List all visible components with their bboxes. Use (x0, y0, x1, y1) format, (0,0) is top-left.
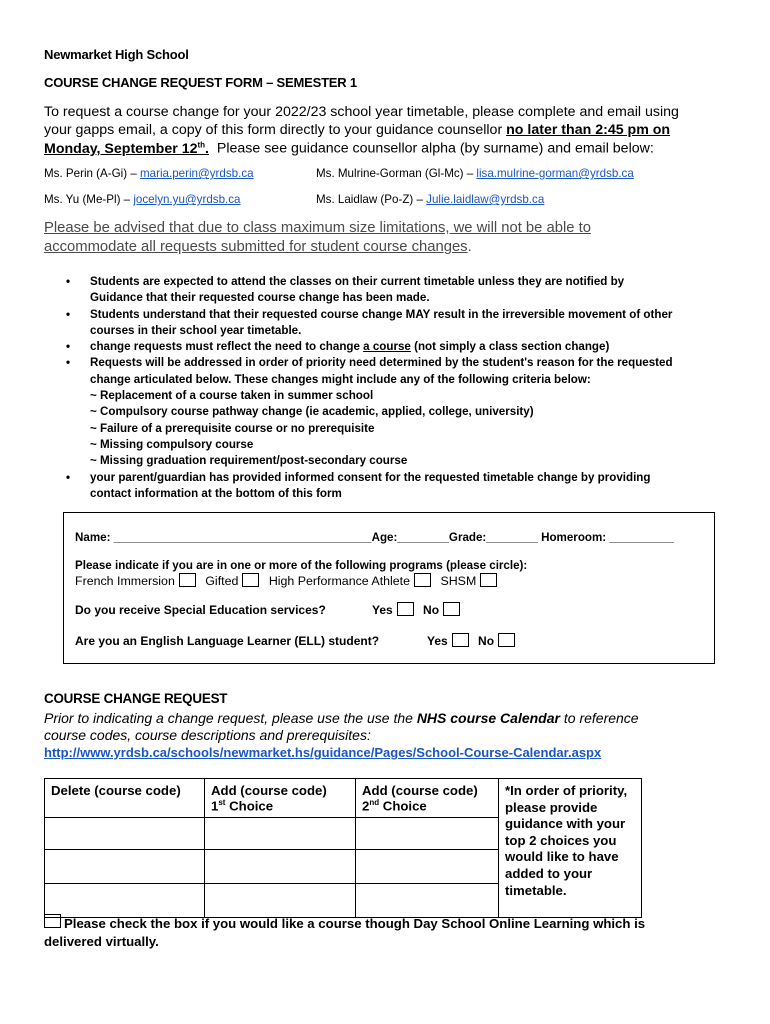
email-link-perin[interactable]: maria.perin@yrdsb.ca (139, 167, 254, 180)
list-item: • Requests will be addressed in order of priority need determined by the student's reason for the requested change articulated below. These changes might include any of the following criteria below: ~ Replacement of a course taken in summer school ~ Compulsory course pathway change (ie academic, applied, college, university) ~ Failure of a prerequisite course or no prerequisite ~ Missing compulsory course ~ Missing graduation requirement/post-secondary course (66, 356, 673, 468)
special-ed-question: Do you receive Special Education services? (75, 603, 326, 617)
course-change-heading: COURSE CHANGE REQUEST (44, 691, 228, 706)
list-item: • change requests must reflect the need to change a course (not simply a class section change) (66, 340, 610, 354)
cell-add-first-1[interactable] (205, 818, 356, 850)
advisory-line-1: Please be advised that due to class maximum size limitations, we will not be able to (44, 220, 591, 236)
list-item: • Students understand that their requested course change MAY result in the irreversible movement of other courses in their school year timetable. (66, 307, 673, 337)
cell-delete-2[interactable] (45, 850, 205, 884)
checkbox-shsm[interactable] (480, 573, 497, 587)
counsellor-mulrine-gorman: Ms. Mulrine-Gorman (Gl-Mc) – lisa.mulrine-gorman@yrdsb.ca (316, 167, 634, 180)
email-link-laidlaw[interactable]: Julie.laidlaw@yrdsb.ca (426, 193, 545, 206)
counsellor-laidlaw: Ms. Laidlaw (Po-Z) – Julie.laidlaw@yrdsb.ca (316, 193, 545, 206)
checkbox-sped-no[interactable] (443, 602, 460, 616)
email-link-mulrine-gorman[interactable]: lisa.mulrine-gorman@yrdsb.ca (476, 167, 634, 180)
checkbox-sped-yes[interactable] (397, 602, 414, 616)
course-calendar-link[interactable]: http://www.yrdsb.ca/schools/newmarket.hs/guidance/Pages/School-Course-Calendar.aspx (44, 745, 602, 760)
counsellor-perin: Ms. Perin (A-Gi) – maria.perin@yrdsb.ca (44, 167, 254, 180)
deadline-date: Monday, September 12th. (44, 140, 209, 157)
online-learning-line-1: Please check the box if you would like a course though Day School Online Learning which is (64, 916, 646, 931)
name-age-grade-line[interactable]: Name: ________________________________________Age:________Grade:________ Homeroom: __________ (75, 531, 674, 544)
intro-line-3: Monday, September 12th. Please see guidance counsellor alpha (by surname) and email below: (44, 140, 654, 157)
cell-add-second-1[interactable] (356, 818, 499, 850)
student-info-box (63, 512, 715, 664)
calendar-note-line-2: course codes, course descriptions and prerequisites: (44, 727, 371, 743)
ell-options: Yes No (427, 633, 521, 648)
ell-question: Are you an English Language Learner (ELL) student? (75, 634, 380, 648)
programs-row: French Immersion Gifted High Performance Athlete SHSM (75, 573, 503, 588)
list-item: • Students are expected to attend the classes on their current timetable unless they are notified by Guidance that their requested course change has been made. (66, 275, 625, 305)
priority-note-cell: *In order of priority, please provide guidance with your top 2 choices you would like to have added to your timetable. (499, 779, 642, 918)
cell-add-second-3[interactable] (356, 884, 499, 918)
course-change-table (44, 778, 642, 918)
email-link-yu[interactable]: jocelyn.yu@yrdsb.ca (133, 193, 241, 206)
cell-add-second-2[interactable] (356, 850, 499, 884)
policy-list (63, 274, 728, 502)
checkbox-ell-no[interactable] (498, 633, 515, 647)
header-add-second: Add (course code) 2nd Choice (356, 779, 499, 818)
programs-prompt: Please indicate if you are in one or more of the following programs (please circle): (75, 559, 528, 572)
online-learning-line-2: delivered virtually. (44, 934, 159, 949)
header-delete: Delete (course code) (45, 779, 205, 818)
form-title: COURSE CHANGE REQUEST FORM – SEMESTER 1 (44, 75, 357, 90)
header-add-first: Add (course code) 1st Choice (205, 779, 356, 818)
intro-line-2: your gapps email, a copy of this form directly to your guidance counsellor no later than 2:45 pm on (44, 122, 671, 138)
calendar-note-line-1: Prior to indicating a change request, please use the use the NHS course Calendar to reference (44, 710, 639, 726)
checkbox-gifted[interactable] (242, 573, 259, 587)
school-name: Newmarket High School (44, 47, 189, 62)
cell-add-first-2[interactable] (205, 850, 356, 884)
special-ed-options: Yes No (372, 602, 466, 617)
counsellor-yu: Ms. Yu (Me-Pl) – jocelyn.yu@yrdsb.ca (44, 193, 241, 206)
cell-add-first-3[interactable] (205, 884, 356, 918)
list-item: • your parent/guardian has provided informed consent for the requested timetable change by providing contact information at the bottom of this form (66, 470, 651, 500)
deadline-text: no later than 2:45 pm on (506, 122, 671, 138)
intro-line-1: To request a course change for your 2022/23 school year timetable, please complete and email using (44, 104, 679, 120)
advisory-line-2: accommodate all requests submitted for student course changes. (44, 239, 472, 255)
checkbox-high-performance-athlete[interactable] (414, 573, 431, 587)
cell-delete-3[interactable] (45, 884, 205, 918)
cell-delete-1[interactable] (45, 818, 205, 850)
checkbox-french-immersion[interactable] (179, 573, 196, 587)
checkbox-online-learning[interactable] (44, 914, 61, 928)
checkbox-ell-yes[interactable] (452, 633, 469, 647)
